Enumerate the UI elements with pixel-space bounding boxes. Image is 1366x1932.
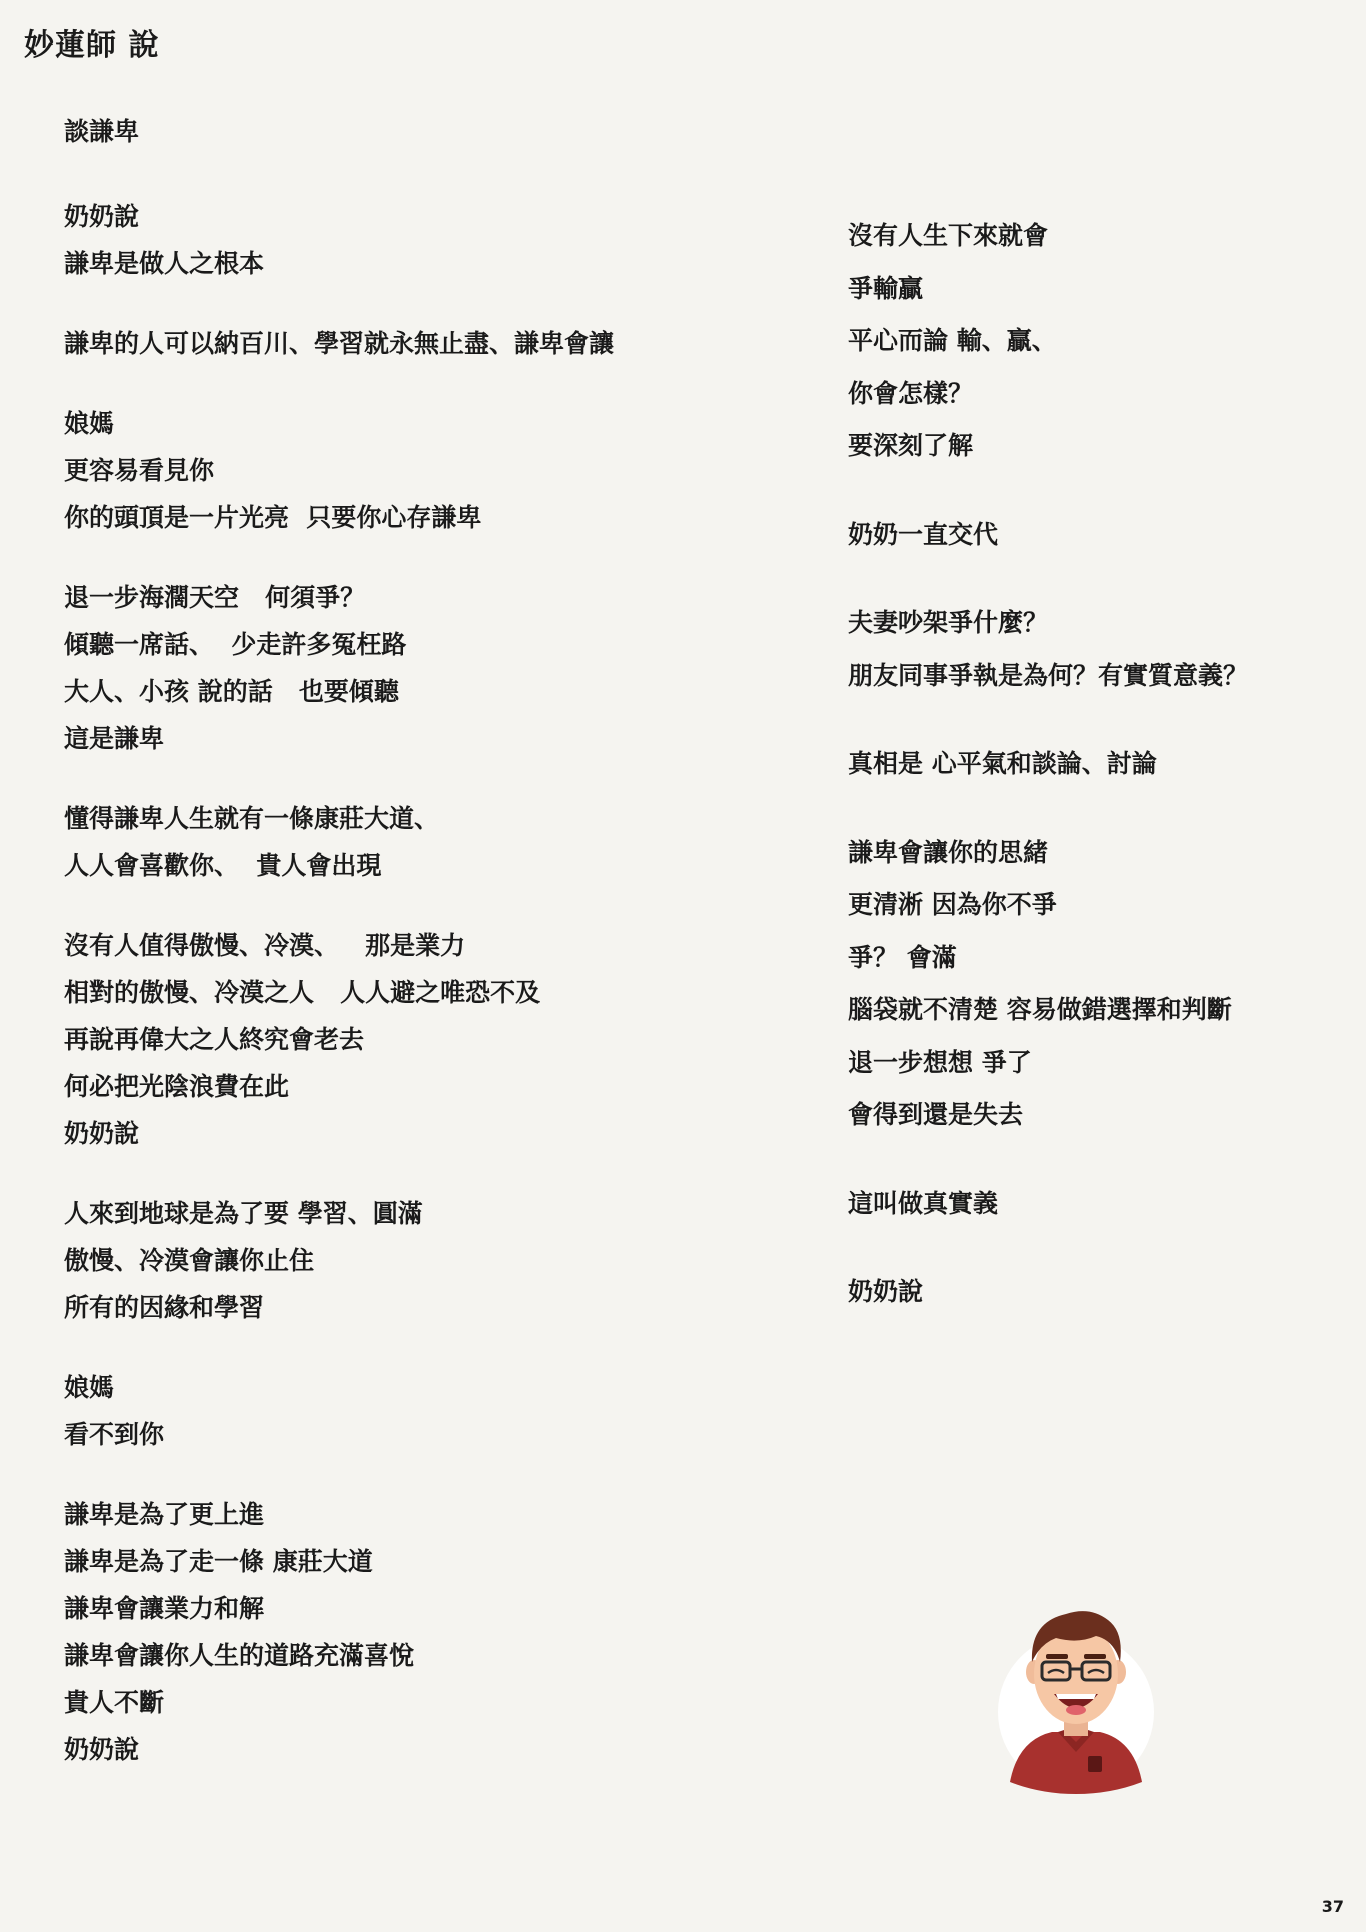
text-line: 再說再偉大之人終究會老去: [64, 1025, 365, 1054]
paragraph: [848, 210, 1318, 473]
text-line: 談謙卑: [64, 117, 140, 146]
text-line: 謙卑會讓業力和解: [64, 1594, 265, 1623]
text-line: 退一步海濶天空 何須爭？: [64, 583, 366, 612]
text-line: 奶奶說: [64, 202, 140, 231]
text-line: 謙卑是為了走一條 康莊大道: [64, 1547, 373, 1576]
paragraph: [64, 320, 764, 367]
paragraph: [848, 1266, 1318, 1319]
text-line: 你會怎樣？: [848, 378, 974, 408]
text-line: 奶奶說: [64, 1735, 140, 1764]
text-line: 沒有人值得傲慢、冷漠、 那是業力: [64, 931, 466, 960]
paragraph: [64, 574, 764, 762]
text-line: 懂得謙卑人生就有一條康莊大道、: [64, 804, 440, 833]
text-line: 奶奶說: [848, 1277, 924, 1306]
paragraph: [848, 1178, 1318, 1231]
text-line: 更容易看見你: [64, 456, 215, 485]
paragraph: [64, 1190, 764, 1331]
paragraph: [64, 1364, 764, 1458]
text-line: 謙卑會讓你人生的道路充滿喜悅: [64, 1641, 415, 1670]
paragraph: [64, 795, 764, 889]
text-line: 真相是 心平氣和談論、討論: [848, 749, 1157, 778]
text-line: 貴人不斷: [64, 1688, 165, 1717]
text-line: 腦袋就不清楚 容易做錯選擇和判斷: [848, 995, 1232, 1024]
text-line: 大人、小孩 說的話 也要傾聽: [64, 677, 399, 706]
paragraph: [848, 509, 1318, 562]
text-line: 更清淅 因為你不爭: [848, 890, 1057, 919]
right-column: [848, 210, 1318, 1355]
text-line: 娘媽: [64, 409, 115, 438]
text-line: 娘媽: [64, 1373, 115, 1402]
text-line: 奶奶說: [64, 1119, 140, 1148]
paragraph: [64, 193, 764, 287]
left-column: [64, 108, 764, 1806]
text-line: 爭輸贏: [848, 273, 924, 303]
paragraph: [848, 738, 1318, 791]
text-line: 人來到地球是為了要 學習、圓滿: [64, 1199, 423, 1228]
smiling-man-avatar-icon: [996, 1604, 1156, 1794]
paragraph: [64, 1491, 764, 1773]
text-line: 平心而論 輸、贏、: [848, 326, 1057, 355]
text-line: 朋友同事爭執是為何？有實質意義？: [848, 660, 1249, 690]
paragraph: [64, 400, 764, 541]
text-line: 看不到你: [64, 1420, 165, 1449]
text-line: 所有的因緣和學習: [64, 1293, 265, 1322]
text-line: 會得到還是失去: [848, 1100, 1024, 1129]
paragraph: [848, 597, 1318, 702]
page-title: 妙蓮師 說: [24, 28, 160, 63]
text-line: 人人會喜歡你、 貴人會出現: [64, 851, 382, 880]
text-line: 相對的傲慢、冷漠之人 人人避之唯恐不及: [64, 978, 541, 1007]
text-line: 傲慢、冷漠會讓你止住: [64, 1246, 315, 1275]
text-line: 要深刻了解: [848, 431, 974, 460]
text-line: 這叫做真實義: [848, 1188, 999, 1218]
text-line: 謙卑的人可以納百川、學習就永無止盡、謙卑會讓: [64, 329, 615, 358]
text-line: 謙卑是做人之根本: [64, 249, 265, 278]
paragraph: [64, 108, 764, 155]
text-line: 爭？ 會滿: [848, 942, 957, 972]
text-line: 退一步想想 爭了: [848, 1047, 1032, 1077]
text-line: 傾聽一席話、 少走許多冤枉路: [64, 630, 407, 659]
text-line: 夫妻吵架爭什麼？: [848, 608, 1049, 637]
paragraph: [848, 827, 1318, 1142]
text-line: 這是謙卑: [64, 724, 165, 753]
text-line: 何必把光陰浪費在此: [64, 1072, 290, 1101]
text-line: 沒有人生下來就會: [848, 221, 1049, 250]
text-line: 謙卑是為了更上進: [64, 1500, 265, 1529]
text-line: 謙卑會讓你的思緒: [848, 837, 1049, 867]
page-number: 37: [1321, 1897, 1344, 1916]
text-line: 奶奶一直交代: [848, 519, 999, 549]
text-line: 你的頭頂是一片光亮 只要你心存謙卑: [64, 503, 482, 532]
paragraph: [64, 922, 764, 1157]
